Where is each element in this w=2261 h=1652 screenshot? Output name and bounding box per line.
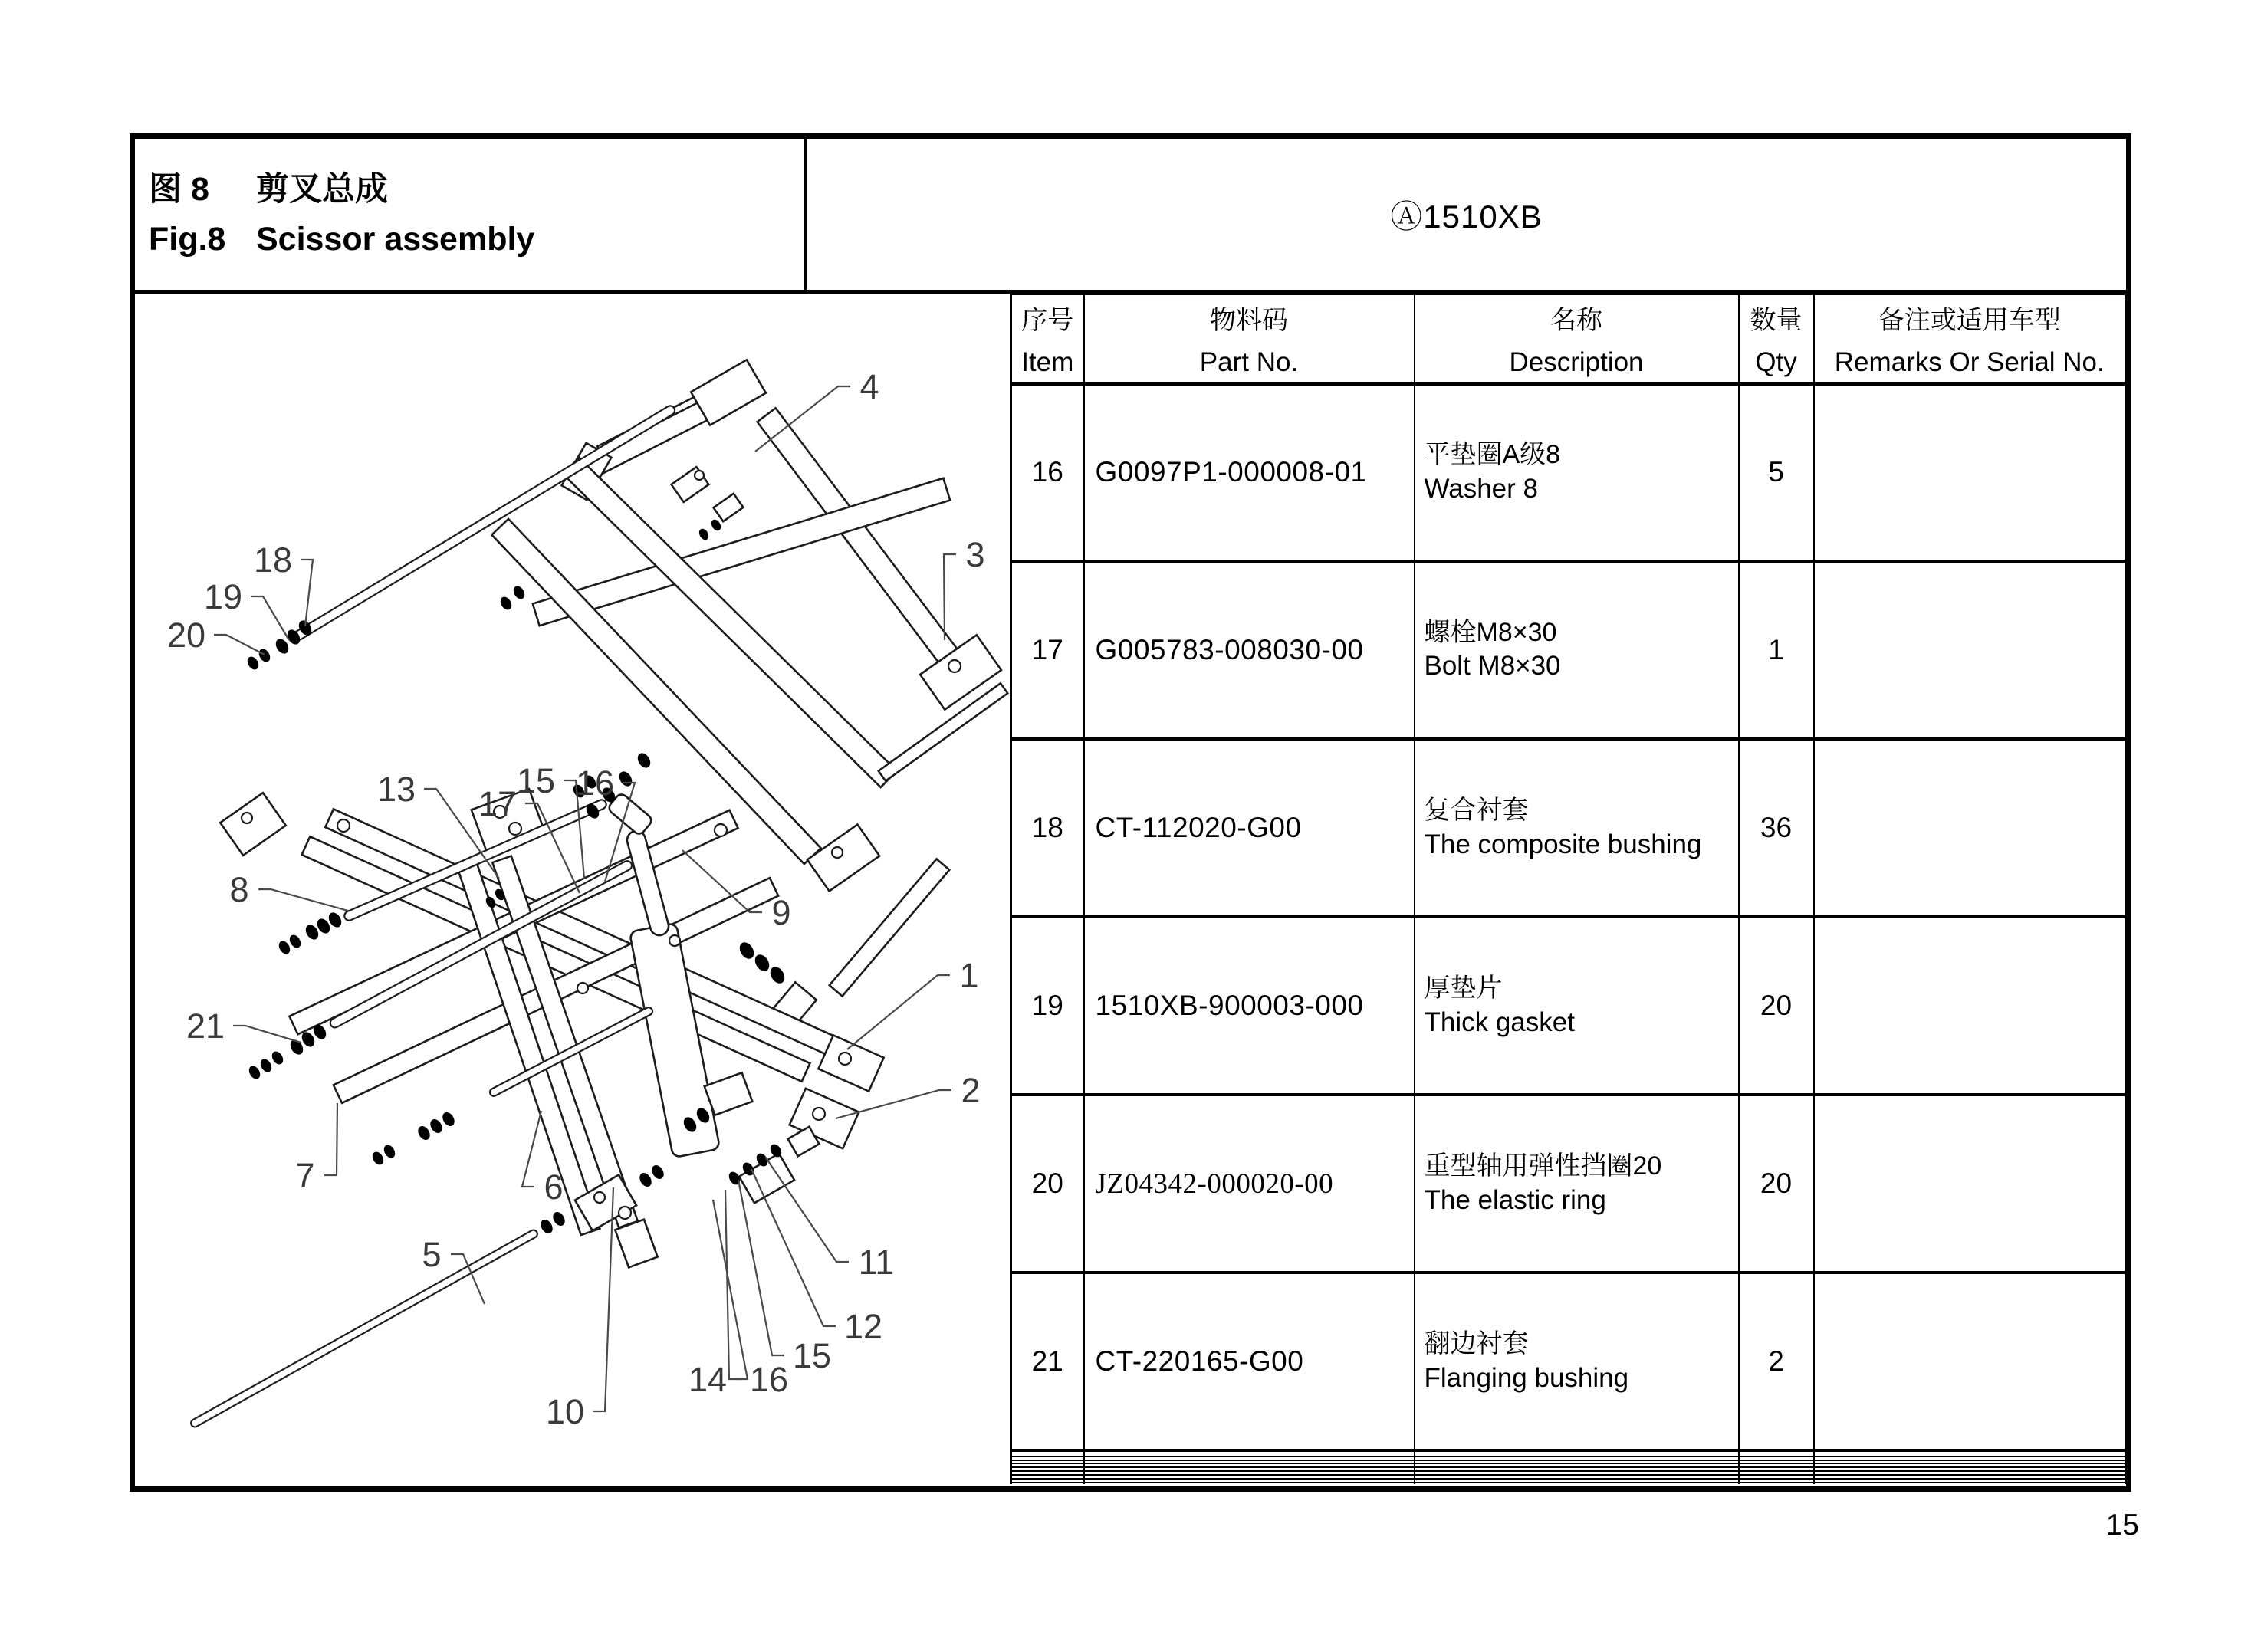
empty-table-row xyxy=(1011,1483,2126,1484)
empty-cell xyxy=(1084,1450,1415,1456)
figure-title-en xyxy=(149,220,804,258)
qty-cell: 1 xyxy=(1739,561,1814,739)
remarks-cell xyxy=(1814,1273,2126,1450)
callout-number-6: 6 xyxy=(544,1168,564,1207)
parts-table-wrap xyxy=(1010,294,2126,1484)
table-header-row xyxy=(1011,294,2126,383)
empty-cell xyxy=(1011,1450,1084,1456)
figure-name-en: Scissor assembly xyxy=(256,220,535,258)
callout-number-11: 11 xyxy=(858,1243,895,1282)
structure-bars xyxy=(220,360,1007,1267)
description-cell: 螺栓M8×30 Bolt M8×30 xyxy=(1415,561,1739,739)
page-number: 15 xyxy=(2105,1509,2139,1542)
callout-number-15: 15 xyxy=(792,1336,832,1375)
leader-line xyxy=(713,1200,748,1379)
table-row xyxy=(1011,917,2126,1095)
empty-cell xyxy=(1011,1483,1084,1484)
empty-cell xyxy=(1739,1483,1814,1484)
item-cell: 17 xyxy=(1011,561,1084,739)
leader-line xyxy=(847,975,950,1049)
callout-number-1: 1 xyxy=(959,956,979,995)
figure-name-zh: 剪叉总成 xyxy=(256,170,388,208)
remarks-cell xyxy=(1814,917,2126,1095)
table-row xyxy=(1011,1095,2126,1273)
empty-table-row xyxy=(1011,1450,2126,1456)
leader-line xyxy=(233,1026,301,1043)
callout-number-21: 21 xyxy=(186,1007,225,1046)
part-no-cell: G0097P1-000008-01 xyxy=(1084,383,1415,561)
callout-number-9: 9 xyxy=(771,893,791,932)
leader-line xyxy=(324,1103,337,1175)
table-row xyxy=(1011,739,2126,917)
item-cell: 21 xyxy=(1011,1273,1084,1450)
empty-cell xyxy=(1814,1450,2126,1456)
item-cell: 19 xyxy=(1011,917,1084,1095)
leader-line xyxy=(214,635,265,655)
table-row xyxy=(1011,1273,2126,1450)
col-header-description: 名称 Description xyxy=(1415,294,1739,383)
qty-cell: 20 xyxy=(1739,917,1814,1095)
callout-number-13: 13 xyxy=(376,770,416,809)
col-header-remarks: 备注或适用车型 Remarks Or Serial No. xyxy=(1814,294,2126,383)
model-badge-cell xyxy=(807,139,2126,290)
empty-cell xyxy=(1415,1450,1739,1456)
col-header-item: 序号 Item xyxy=(1011,294,1084,383)
callout-number-18: 18 xyxy=(253,540,293,580)
callout-number-19: 19 xyxy=(203,577,243,616)
item-cell: 20 xyxy=(1011,1095,1084,1273)
empty-cell xyxy=(1739,1450,1814,1456)
figure-no-zh: 图 8 xyxy=(149,170,209,208)
remarks-cell xyxy=(1814,1095,2126,1273)
description-cell: 重型轴用弹性挡圈20 The elastic ring xyxy=(1415,1095,1739,1273)
callout-number-17: 17 xyxy=(478,784,518,823)
title-row xyxy=(135,139,2126,294)
leader-line xyxy=(301,560,313,626)
part-no-cell: 1510XB-900003-000 xyxy=(1084,917,1415,1095)
callout-number-10: 10 xyxy=(545,1392,585,1431)
col-header-part-no: 物料码 Part No. xyxy=(1084,294,1415,383)
description-cell: 平垫圈A级8 Washer 8 xyxy=(1415,383,1739,561)
part-no-cell: CT-220165-G00 xyxy=(1084,1273,1415,1450)
leader-line xyxy=(725,1190,741,1379)
part-no-cell: G005783-008030-00 xyxy=(1084,561,1415,739)
col-header-qty: 数量 Qty xyxy=(1739,294,1814,383)
callout-number-3: 3 xyxy=(965,535,985,574)
callout-number-8: 8 xyxy=(229,870,249,909)
callout-number-16: 16 xyxy=(749,1360,789,1399)
description-cell: 翻边衬套 Flanging bushing xyxy=(1415,1273,1739,1450)
remarks-cell xyxy=(1814,561,2126,739)
leader-line xyxy=(738,1180,784,1355)
figure-title-zh xyxy=(149,170,804,208)
qty-cell: 5 xyxy=(1739,383,1814,561)
item-cell: 18 xyxy=(1011,739,1084,917)
description-cell: 复合衬套 The composite bushing xyxy=(1415,739,1739,917)
table-row xyxy=(1011,561,2126,739)
table-row xyxy=(1011,383,2126,561)
item-cell: 16 xyxy=(1011,383,1084,561)
qty-cell: 36 xyxy=(1739,739,1814,917)
empty-cell xyxy=(1415,1483,1739,1484)
remarks-cell xyxy=(1814,383,2126,561)
figure-no-en: Fig.8 xyxy=(149,220,226,258)
callout-number-5: 5 xyxy=(422,1235,442,1274)
leader-line xyxy=(522,1111,541,1187)
leader-line xyxy=(251,596,289,640)
part-no-cell: JZ04342-000020-00 xyxy=(1084,1095,1415,1273)
empty-cell xyxy=(1084,1483,1415,1484)
empty-cell xyxy=(1814,1483,2126,1484)
leader-line xyxy=(836,1090,951,1118)
leader-line xyxy=(944,554,956,640)
parts-table xyxy=(1010,294,2126,1484)
callout-number-20: 20 xyxy=(166,616,206,655)
qty-cell: 2 xyxy=(1739,1273,1814,1450)
diagram-panel xyxy=(135,294,1010,1484)
description-cell: 厚垫片 Thick gasket xyxy=(1415,917,1739,1095)
callout-number-16: 16 xyxy=(575,764,615,803)
figure-title-cell xyxy=(135,139,807,290)
callout-number-4: 4 xyxy=(859,367,879,406)
scissor-assembly-drawing xyxy=(135,294,1010,1484)
callout-number-2: 2 xyxy=(961,1071,981,1110)
callout-number-15: 15 xyxy=(516,761,556,800)
callout-number-14: 14 xyxy=(688,1360,728,1399)
leader-line xyxy=(258,889,348,911)
part-no-cell: CT-112020-G00 xyxy=(1084,739,1415,917)
model-code-badge: Ⓐ1510XB xyxy=(1390,198,1543,235)
callout-number-7: 7 xyxy=(295,1156,315,1195)
qty-cell: 20 xyxy=(1739,1095,1814,1273)
page-frame xyxy=(130,133,2131,1492)
callout-number-12: 12 xyxy=(843,1307,883,1346)
content-row xyxy=(135,294,2126,1484)
remarks-cell xyxy=(1814,739,2126,917)
